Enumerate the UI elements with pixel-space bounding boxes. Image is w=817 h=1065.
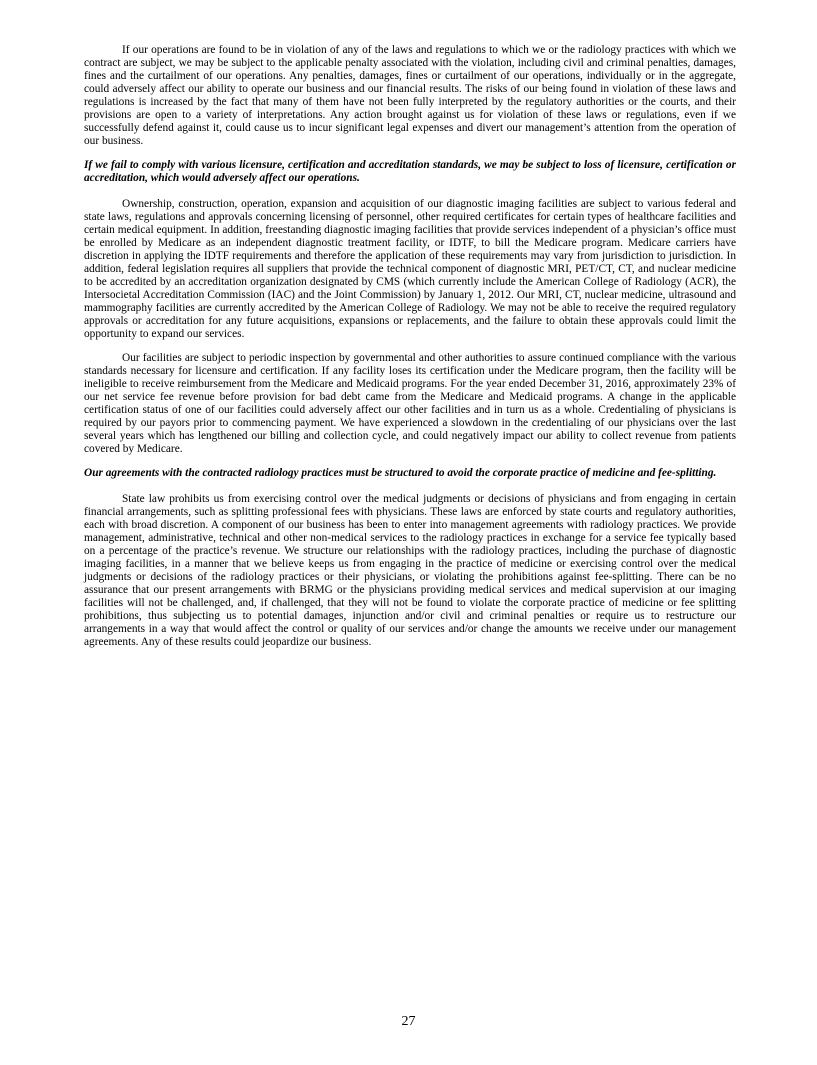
heading-licensure-risk: If we fail to comply with various licensure, certification and accreditation standards, we may be subject to loss of licensure, certification or accreditation, which would adversely affect our operations.: [84, 159, 736, 184]
heading-corporate-practice-risk: Our agreements with the contracted radiology practices must be structured to avoid the corporate practice of medicine and fee-splitting.: [84, 467, 717, 479]
paragraph-violation-penalties: If our operations are found to be in violation of any of the laws and regulations to which we or the radiology practices with which we contract are subject, we may be subject to the applicable penalty associated with the violation, including civil and criminal penalties, damages, fines and the curtailment of our operations. Any penalties, damages, fines or curtailment of our operations, individually or in the aggregate, could adversely affect our ability to operate our business and our financial results. The risks of our being found in violation of these laws and regulations is increased by the fact that many of them have not been fully interpreted by the regulatory authorities or the courts, and their provisions are open to a variety of interpretations. Any action brought against us for violation of these laws or regulations, even if we successfully defend against it, could cause us to incur significant legal expenses and divert our management’s attention from the operation of our business.: [84, 44, 736, 147]
paragraph-fee-splitting: State law prohibits us from exercising control over the medical judgments or decisions of physicians and from engaging in certain financial arrangements, such as splitting professional fees with physicians. These laws are enforced by state courts and regulatory authorities, each with broad discretion. A component of our business has been to enter into management agreements with radiology practices. We provide management, administrative, technical and other non-medical services to the radiology practices in exchange for a service fee typically based on a percentage of the practice’s revenue. We structure our relationships with the radiology practices, including the purchase of diagnostic imaging facilities, in a manner that we believe keeps us from engaging in the practice of medicine or exercising control over the medical judgments or decisions of the radiology practices or their physicians, or violating the prohibitions against fee-splitting. There can be no assurance that our present arrangements with BRMG or the physicians providing medical services and medical supervision at our imaging facilities will not be challenged, and, if challenged, that they will not be found to violate the corporate practice of medicine or fee splitting prohibitions, thus subjecting us to potential damages, injunction and/or civil and criminal penalties or require us to restructure our arrangements in a way that would affect the control or quality of our services and/or change the amounts we receive under our management agreements. Any of these results could jeopardize our business.: [84, 493, 736, 648]
paragraph-facility-licensing: Ownership, construction, operation, expansion and acquisition of our diagnostic imaging facilities are subject to various federal and state laws, regulations and approvals concerning licensing of personnel, other required certificates for certain types of healthcare facilities and certain medical equipment. In addition, freestanding diagnostic imaging facilities that provide services independent of a physician’s office must be enrolled by Medicare as an independent diagnostic treatment facility, or IDTF, to bill the Medicare program. Medicare carriers have discretion in applying the IDTF requirements and therefore the application of these requirements may vary from jurisdiction to jurisdiction. In addition, federal legislation requires all suppliers that provide the technical component of diagnostic MRI, PET/CT, CT, and nuclear medicine to be accredited by an accreditation organization designated by CMS (which currently include the American College of Radiology (ACR), the Intersocietal Accreditation Commission (IAC) and the Joint Commission) by January 1, 2012. Our MRI, CT, nuclear medicine, ultrasound and mammography facilities are currently accredited by the American College of Radiology. We may not be able to receive the required regulatory approvals or accreditation for any future acquisitions, expansions or replacements, and the failure to obtain these approvals could limit the opportunity to expand our services.: [84, 198, 736, 340]
document-body: [84, 44, 736, 660]
page-number: 27: [401, 1014, 416, 1029]
paragraph-periodic-inspection: Our facilities are subject to periodic inspection by governmental and other authorities to assure continued compliance with the various standards necessary for licensure and certification. If any facility loses its certification under the Medicare program, then the facility will be ineligible to receive reimbursement from the Medicare and Medicaid programs. For the year ended December 31, 2016, approximately 23% of our net service fee revenue before provision for bad debt came from the Medicare and Medicaid programs. A change in the applicable certification status of one of our facilities could adversely affect our other facilities and in turn us as a whole. Credentialing of physicians is required by our payors prior to commencing payment. We have experienced a slowdown in the credentialing of our physicians over the last several years which has lengthened our billing and collection cycle, and could negatively impact our ability to collect revenue from patients covered by Medicare.: [84, 352, 736, 455]
